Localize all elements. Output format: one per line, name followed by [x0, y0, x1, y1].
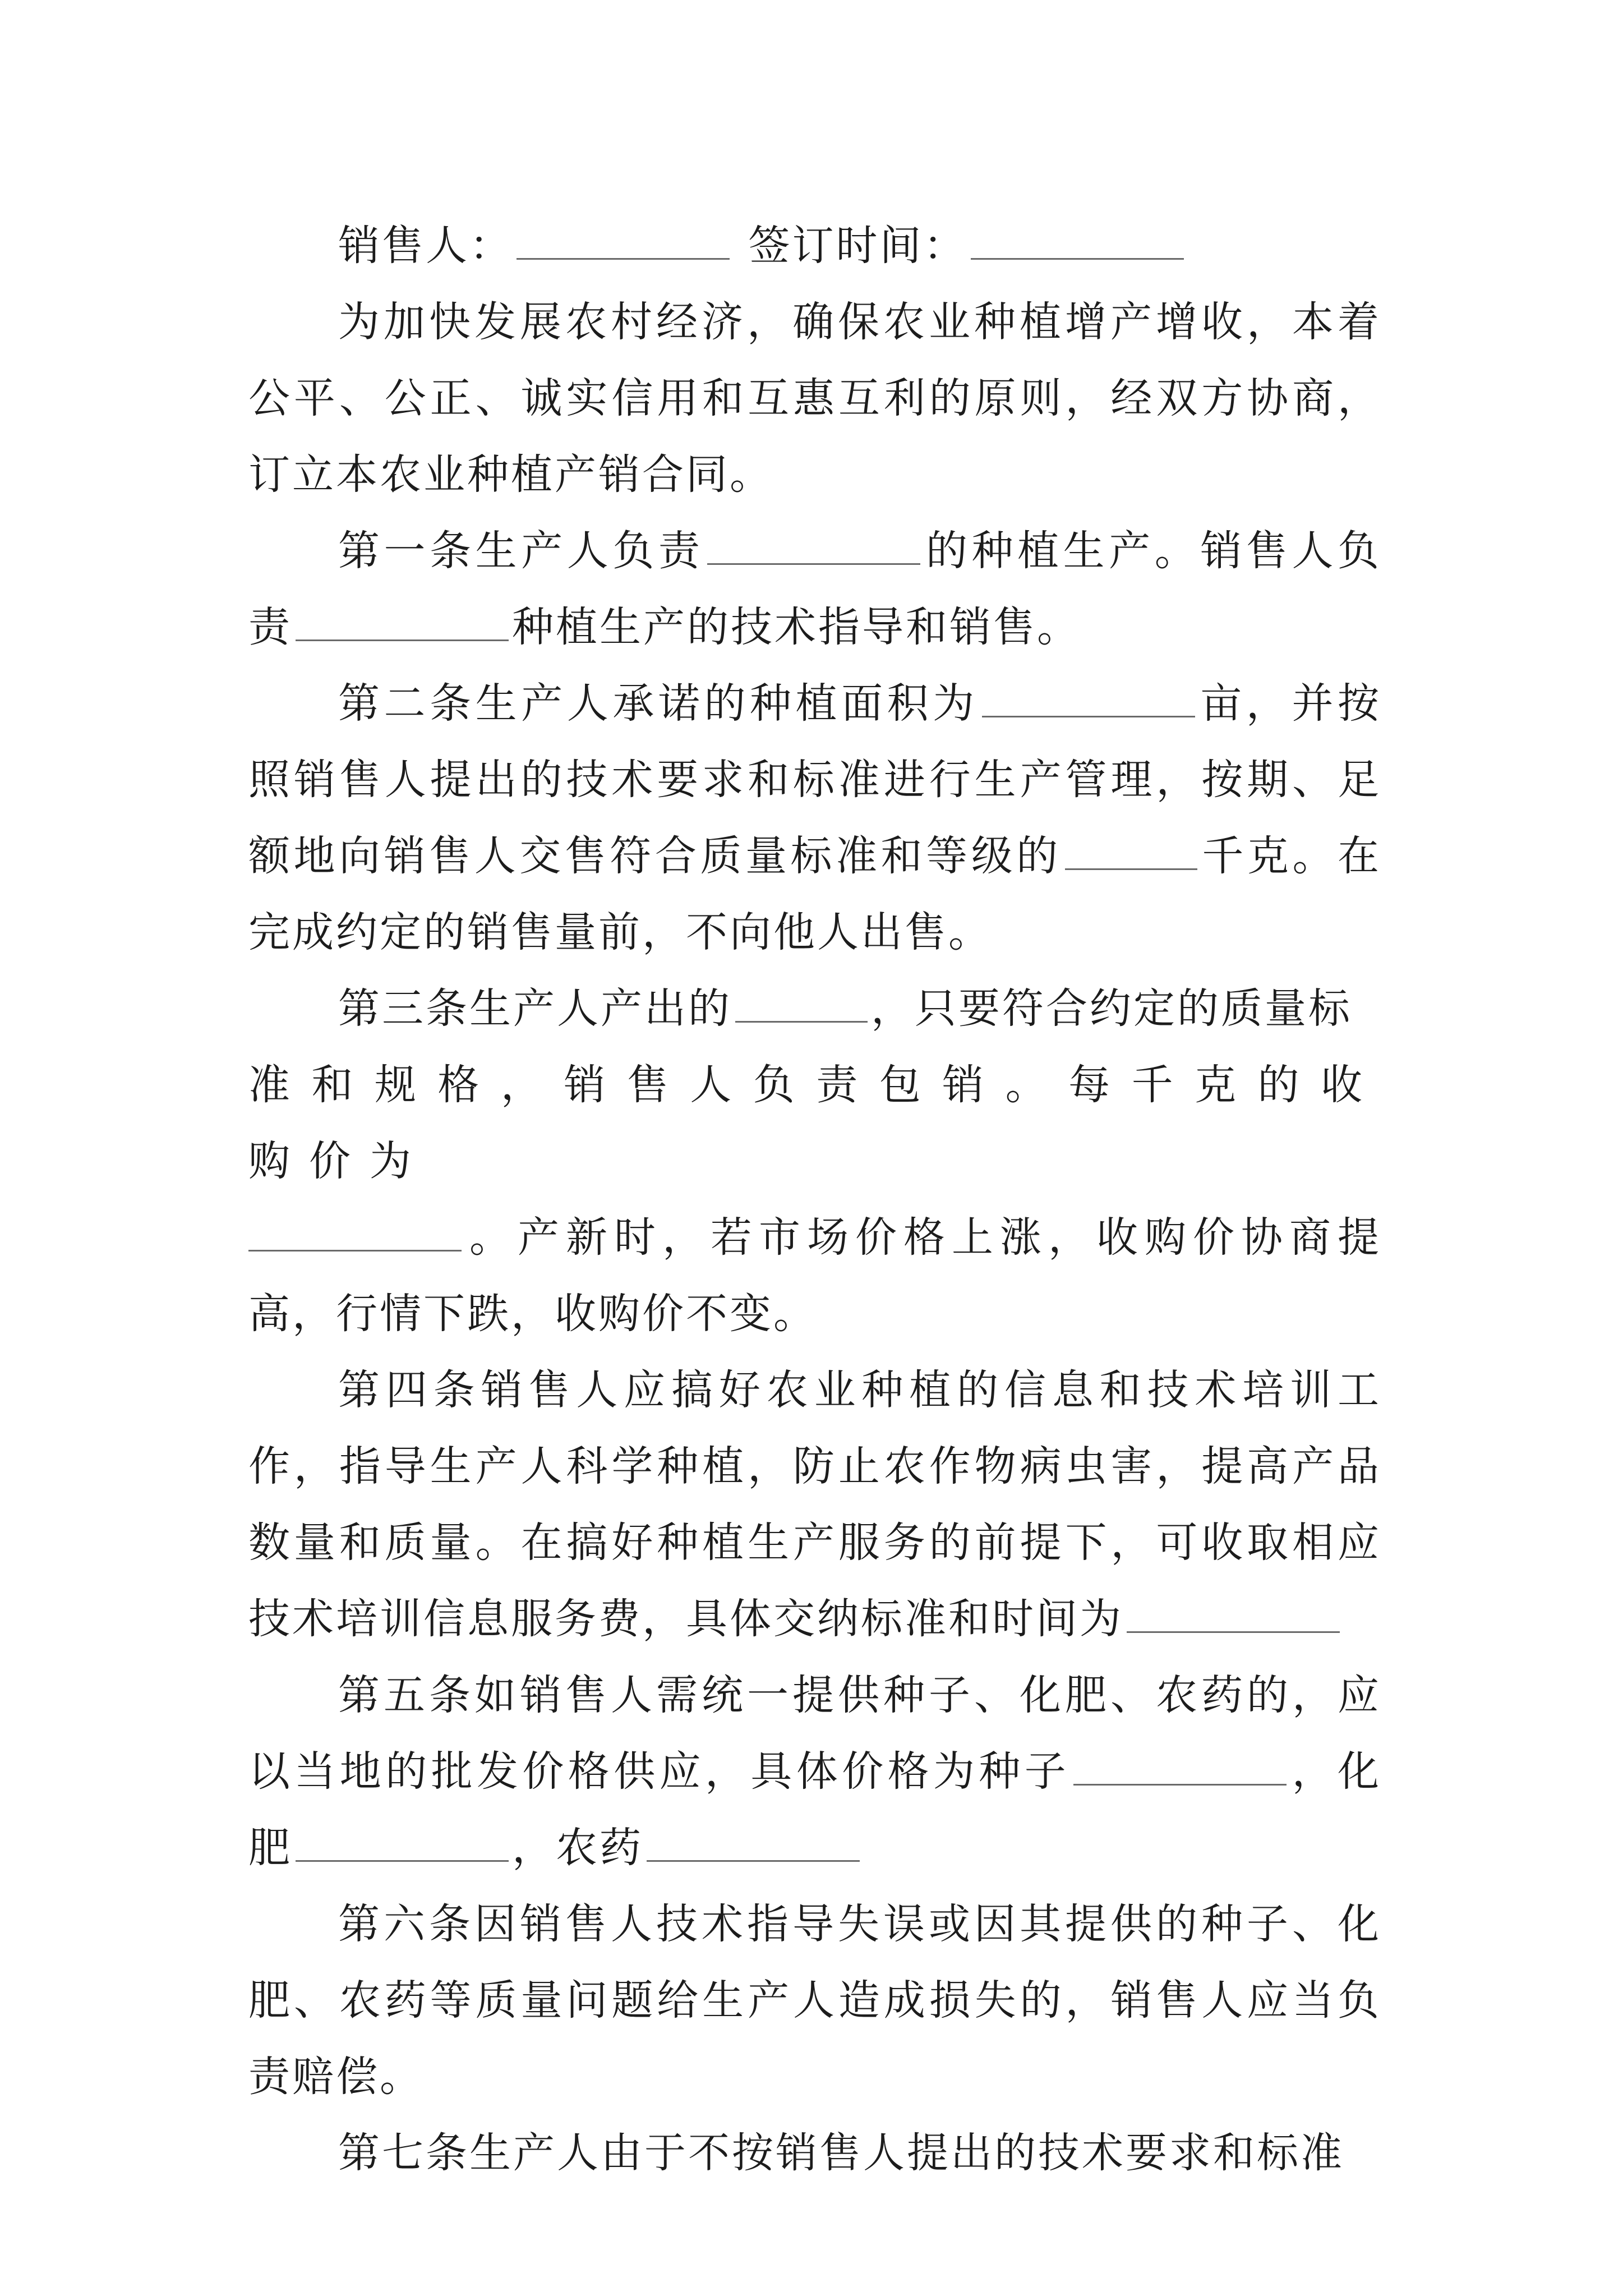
article-5-seed-blank [1073, 1745, 1287, 1786]
article-2-quantity-blank [1065, 829, 1197, 870]
contract-body [248, 208, 1381, 2191]
article-3-part-3 [248, 1199, 1381, 1352]
date-label: 签订时间： [748, 222, 967, 270]
article-1-text-b: 的种植生产。销售人负责 [248, 527, 1382, 651]
article-3-product-blank [735, 982, 868, 1023]
seller-label: 销售人： [338, 222, 513, 270]
article-3-text-a: 第三条生产人产出的 [338, 984, 732, 1033]
article-2-text-b: 亩，并按照销售人提出的技术要求和标准进行生产管理，按期、足额地向销售人交售符合质量标准和等级的 [248, 679, 1382, 880]
article-5-pesticide-blank [647, 1821, 860, 1862]
date-blank [971, 219, 1184, 260]
seller-blank [517, 219, 730, 260]
article-3-text-b: ，只要符合约定的质量标 [871, 984, 1352, 1033]
article-4 [248, 1352, 1381, 1657]
signature-line [248, 208, 1381, 284]
article-1 [248, 513, 1381, 665]
article-2 [248, 665, 1381, 970]
article-2-text-a: 第二条生产人承诺的种植面积为 [338, 679, 979, 728]
article-2-area-blank [982, 677, 1195, 717]
article-5-text-c: ，农药 [512, 1824, 643, 1872]
article-1-text-c: 种植生产的技术指导和销售。 [512, 603, 1081, 651]
article-7: 第七条生产人由于不按销售人提出的技术要求和标准 [338, 2129, 1344, 2177]
preamble: 为加快发展农村经济，确保农业种植增产增收，本着公平、公正、诚实信用和互惠互利的原则，经双方协商，订立本农业种植产销合同。 [248, 298, 1381, 499]
article-1-crop-blank [707, 524, 920, 565]
article-4-text-a: 第四条销售人应搞好农业种植的信息和技术培训工作，指导生产人科学种植，防止农作物病虫害，提高产品数量和质量。在搞好种植生产服务的前提下，可收取相应技术培训信息服务费，具体交纳标准和时间为 [248, 1366, 1381, 1643]
article-4-fee-blank [1127, 1592, 1340, 1633]
article-5-text-a: 第五条如销售人需统一提供种子、化肥、农药的，应以当地的批发价格供应，具体价格为种子 [248, 1671, 1381, 1796]
article-3-part-1 [248, 970, 1381, 1047]
article-2-text-c: 千克。在完成约定的销售量前，不向他人出售。 [248, 832, 1382, 956]
article-1-text-a: 第一条生产人负责 [338, 527, 704, 575]
article-3-text-d: 。产新时，若市场价格上涨，收购价协商提高，行情下跌，收购价不变。 [248, 1213, 1381, 1338]
article-3-text-c: 准和规格，销售人负责包销。每千克的收购价为 [248, 1061, 1381, 1185]
article-5-fertilizer-blank [296, 1821, 509, 1862]
article-1-guidance-blank [296, 600, 509, 641]
article-5 [248, 1657, 1381, 1886]
article-5-text-b: ，化肥 [248, 1747, 1382, 1872]
article-3-price-blank [248, 1211, 462, 1251]
article-6: 第六条因销售人技术指导失误或因其提供的种子、化肥、农药等质量问题给生产人造成损失的，销售人应当负责赔偿。 [248, 1900, 1381, 2101]
article-3-part-2 [248, 1047, 1381, 1199]
